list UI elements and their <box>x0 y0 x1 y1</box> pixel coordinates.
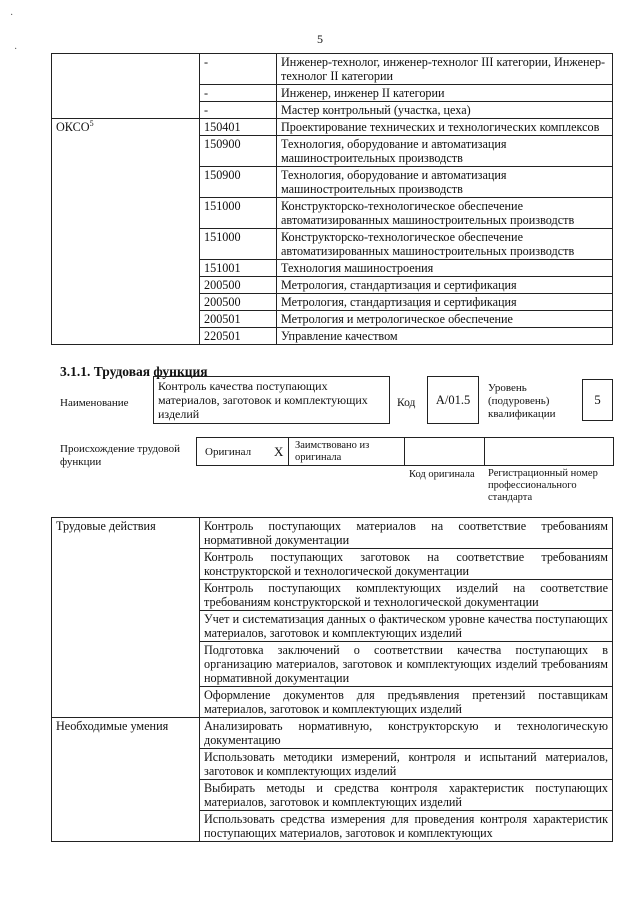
details-text: Контроль поступающих материалов на соответствие требованиям нормативной документации <box>200 518 613 549</box>
classifier-code: - <box>200 102 277 119</box>
classifier-group-cell <box>52 294 200 311</box>
classifier-row <box>52 277 613 294</box>
details-group <box>52 580 200 611</box>
details-group <box>52 811 200 842</box>
details-row <box>52 749 613 780</box>
details-group <box>52 611 200 642</box>
code-original-label: Код оригинала <box>409 469 475 480</box>
original-mark: X <box>274 444 284 459</box>
code-label: Код <box>397 397 416 409</box>
classifier-row <box>52 119 613 136</box>
origin-divider <box>288 437 289 466</box>
level-label: Уровень (подуровень) квалификации <box>488 382 556 420</box>
classifier-name: Инженер, инженер II категории <box>277 85 613 102</box>
classifier-name: Проектирование технических и технологических комплексов <box>277 119 613 136</box>
classifier-group-cell <box>52 119 200 136</box>
classifier-code: 150900 <box>200 167 277 198</box>
classifier-code: - <box>200 85 277 102</box>
details-group <box>52 642 200 687</box>
classifier-row <box>52 294 613 311</box>
classifier-row <box>52 229 613 260</box>
classifier-code: 200500 <box>200 294 277 311</box>
details-row <box>52 687 613 718</box>
classifier-table <box>51 53 613 345</box>
classifier-group-cell <box>52 311 200 328</box>
borrowed-label: Заимствовано из оригинала <box>295 440 370 463</box>
classifier-name: Технология машиностроения <box>277 260 613 277</box>
page-number: 5 <box>317 32 323 46</box>
classifier-code: 220501 <box>200 328 277 345</box>
classifier-name: Метрология, стандартизация и сертификация <box>277 294 613 311</box>
classifier-code: 150401 <box>200 119 277 136</box>
classifier-row <box>52 260 613 277</box>
classifier-code: 150900 <box>200 136 277 167</box>
details-text: Использовать методики измерений, контроля и испытаний материалов, заготовок и комплектующих изделий <box>200 749 613 780</box>
details-text: Контроль поступающих заготовок на соответствие требованиям конструкторской и технологической документации <box>200 549 613 580</box>
details-text: Выбирать методы и средства контроля характеристик поступающих материалов, заготовок и комплектующих изделий <box>200 780 613 811</box>
details-table <box>51 517 613 842</box>
classifier-name: Мастер контрольный (участка, цеха) <box>277 102 613 119</box>
details-text: Анализировать нормативную, конструкторскую и технологическую документацию <box>200 718 613 749</box>
details-text: Учет и систематизация данных о фактическом уровне качества поступающих материалов, заготовок и комплектующих изделий <box>200 611 613 642</box>
details-row <box>52 718 613 749</box>
classifier-group-cell <box>52 277 200 294</box>
details-row <box>52 518 613 549</box>
origin-box <box>196 437 614 466</box>
classifier-group: ОКСО <box>56 120 90 134</box>
details-group: Трудовые действия <box>52 518 200 549</box>
classifier-group-cell <box>52 260 200 277</box>
classifier-name: Технология, оборудование и автоматизация машиностроительных производств <box>277 136 613 167</box>
classifier-group-cell <box>52 102 200 119</box>
details-row <box>52 580 613 611</box>
details-group <box>52 549 200 580</box>
details-group <box>52 687 200 718</box>
name-label: Наименование <box>60 397 129 409</box>
classifier-code: 151000 <box>200 229 277 260</box>
classifier-row <box>52 54 613 85</box>
name-value-box <box>153 376 390 424</box>
classifier-group-cell <box>52 54 200 85</box>
level-value-box <box>582 379 613 421</box>
classifier-name: Технология, оборудование и автоматизация машиностроительных производств <box>277 167 613 198</box>
classifier-name: Управление качеством <box>277 328 613 345</box>
origin-divider <box>484 437 485 466</box>
classifier-row <box>52 102 613 119</box>
details-row <box>52 780 613 811</box>
classifier-name: Метрология и метрологическое обеспечение <box>277 311 613 328</box>
classifier-row <box>52 85 613 102</box>
details-row <box>52 549 613 580</box>
details-text: Использовать средства измерения для проведения контроля характеристик поступающих материалов, заготовок и комплектующих <box>200 811 613 842</box>
classifier-name: Метрология, стандартизация и сертификация <box>277 277 613 294</box>
classifier-row <box>52 136 613 167</box>
origin-label: Происхождение трудовой функции <box>60 443 181 468</box>
footnote-marker: 5 <box>89 118 94 128</box>
reg-number-label: Регистрационный номер профессионального стандарта <box>488 468 598 503</box>
classifier-code: 200500 <box>200 277 277 294</box>
scan-speck: · <box>10 10 14 21</box>
details-row <box>52 642 613 687</box>
function-code: A/01.5 <box>435 393 471 407</box>
classifier-code: 151000 <box>200 198 277 229</box>
details-group: Необходимые умения <box>52 718 200 749</box>
classifier-row <box>52 328 613 345</box>
details-row <box>52 811 613 842</box>
classifier-code: - <box>200 54 277 85</box>
classifier-name: Инженер-технолог, инженер-технолог III категории, Инженер-технолог II категории <box>277 54 613 85</box>
details-group <box>52 780 200 811</box>
level-value: 5 <box>594 392 601 407</box>
original-label: Оригинал <box>205 446 252 458</box>
scan-speck: · <box>14 44 18 55</box>
classifier-code: 151001 <box>200 260 277 277</box>
classifier-group-cell <box>52 198 200 229</box>
details-row <box>52 611 613 642</box>
classifier-group-cell <box>52 136 200 167</box>
classifier-group-cell <box>52 85 200 102</box>
code-value-box <box>427 376 479 424</box>
classifier-group-cell <box>52 229 200 260</box>
details-text: Контроль поступающих комплектующих изделий на соответствие требованиям конструкторской и технологической документации <box>200 580 613 611</box>
classifier-group-cell <box>52 167 200 198</box>
section-heading: 3.1.1. Трудовая функция <box>60 364 208 379</box>
details-group <box>52 749 200 780</box>
origin-divider <box>404 437 405 466</box>
classifier-row <box>52 198 613 229</box>
classifier-row <box>52 311 613 328</box>
classifier-row <box>52 167 613 198</box>
details-text: Оформление документов для предъявления претензий поставщикам материалов, заготовок и комплектующих изделий <box>200 687 613 718</box>
classifier-code: 200501 <box>200 311 277 328</box>
classifier-name: Конструкторско-технологическое обеспечение автоматизированных машиностроительных производств <box>277 198 613 229</box>
function-name: Контроль качества поступающих материалов, заготовок и комплектующих изделий <box>158 379 368 421</box>
classifier-name: Конструкторско-технологическое обеспечение автоматизированных машиностроительных производств <box>277 229 613 260</box>
details-text: Подготовка заключений о соответствии качества поступающих в организацию материалов, заготовок и комплектующих изделий требованиям нормативной документации <box>200 642 613 687</box>
classifier-group-cell <box>52 328 200 345</box>
